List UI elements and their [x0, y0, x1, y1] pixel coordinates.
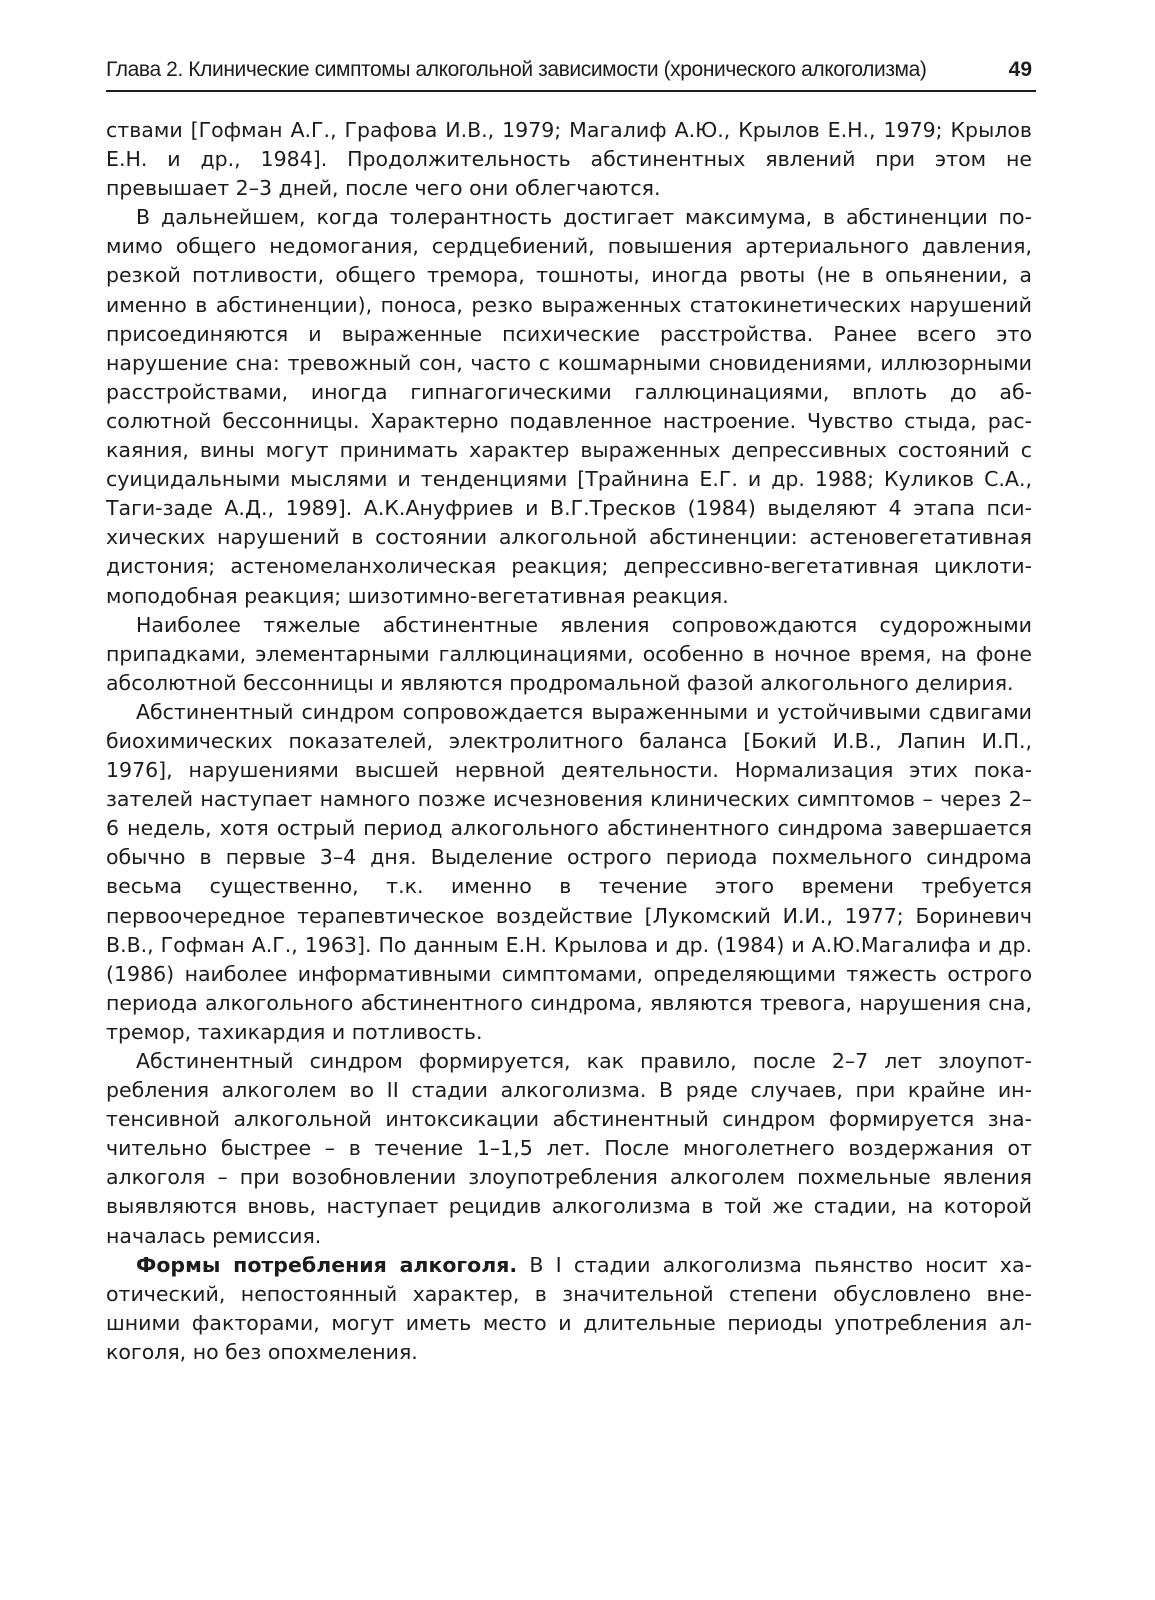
running-header [106, 56, 1036, 92]
paragraph-withdrawal-mental-disorders: В дальнейшем, когда толерантность достигает максимума, в абстиненции помимо общего недомогания, сердцебиений, повышения артериального давления, резкой потливости, общего тремора, тошноты, иногда рвоты (не в опьянении, а именно в абстиненции), поноса, резко выраженных статокинетических нарушений присоединяются и выраженные психические расстройства. Ранее всего это нарушение сна: тревожный сон, часто с кошмарными сновидениями, иллюзорными расстройствами, иногда гипнагогическими галлюцинациями, вплоть до абсолютной бессонницы. Характерно подавленное настроение. Чувство стыда, раскаяния, вины могут принимать характер выраженных депрессивных состояний с суицидальными мыслями и тенденциями [Трайнина Е.Г. и др. 1988; Куликов С.А., Таги-заде А.Д., 1989]. А.К.Ануфриев и В.Г.Тресков (1984) выделяют 4 этапа психических нарушений в состоянии алкогольной абстиненции: астеновегетативная дистония; астеномеланхолическая реакция; депрессивно-вегетативная циклотимоподобная реакция; шизотимно-вегетативная реакция. [106, 205, 1032, 608]
run-in-heading: Формы потребления алкоголя. [136, 1252, 518, 1277]
chapter-title: Глава 2. Клинические симптомы алкогольной зависимости (хронического алкоголизма) [106, 58, 927, 81]
page-number: 49 [1008, 58, 1032, 81]
paragraph-severe-withdrawal: Наиболее тяжелые абстинентные явления сопровождаются судорожными припадками, элементарными галлюцинациями, особенно в ночное время, на фоне абсолютной бессонницы и являются продромальной фазой алкогольного делирия. [106, 612, 1032, 695]
paragraph-consumption-forms [106, 1251, 1032, 1367]
paragraph-continued: ствами [Гофман А.Г., Графова И.В., 1979; Магалиф А.Ю., Крылов Е.Н., 1979; Крылов Е.Н. и др., 1984]. Продолжительность абстинентных явлений при этом не превышает 2–3 дней, после чего они облегчаются. [106, 118, 1032, 201]
paragraph-biochemical-shifts: Абстинентный синдром сопровождается выраженными и устойчивыми сдвигами биохимических показателей, электролитного баланса [Бокий И.В., Лапин И.П., 1976], нарушениями высшей нервной деятельности. Нормализация этих показателей наступает намного позже исчезновения клинических симптомов – через 2–6 недель, хотя острый период алкогольного абстинентного синдрома завершается обычно в первые 3–4 дня. Выделение острого периода похмельного синдрома весьма существенно, т.к. именно в течение этого времени требуется первоочередное терапевтическое воздействие [Лукомский И.И., 1977; Бориневич В.В., Гофман А.Г., 1963]. По данным Е.Н. Крылова и др. (1984) и А.Ю.Магалифа и др. (1986) наиболее информативными симптомами, определяющими тяжесть острого периода алкогольного абстинентного синдрома, являются тревога, нарушения сна, тремор, тахикардия и потливость. [106, 699, 1032, 1044]
body-text [106, 116, 1032, 1367]
paragraph-syndrome-formation: Абстинентный синдром формируется, как правило, после 2–7 лет злоупотребления алкоголем во II стадии алкоголизма. В ряде случаев, при крайне интенсивной алкогольной интоксикации абстинентный синдром формируется значительно быстрее – в течение 1–1,5 лет. После многолетнего воздержания от алкоголя – при возобновлении злоупотребления алкоголем похмельные явления выявляются вновь, наступает рецидив алкоголизма в той же стадии, на которой началась ремиссия. [106, 1049, 1032, 1248]
paragraph-text: В I стадии алкоголизма пьянство носит хаотический, непостоянный характер, в значительной степени обусловлено внешними факторами, могут иметь место и длительные периоды употребления алкоголя, но без опохмеления. [106, 1252, 1032, 1364]
